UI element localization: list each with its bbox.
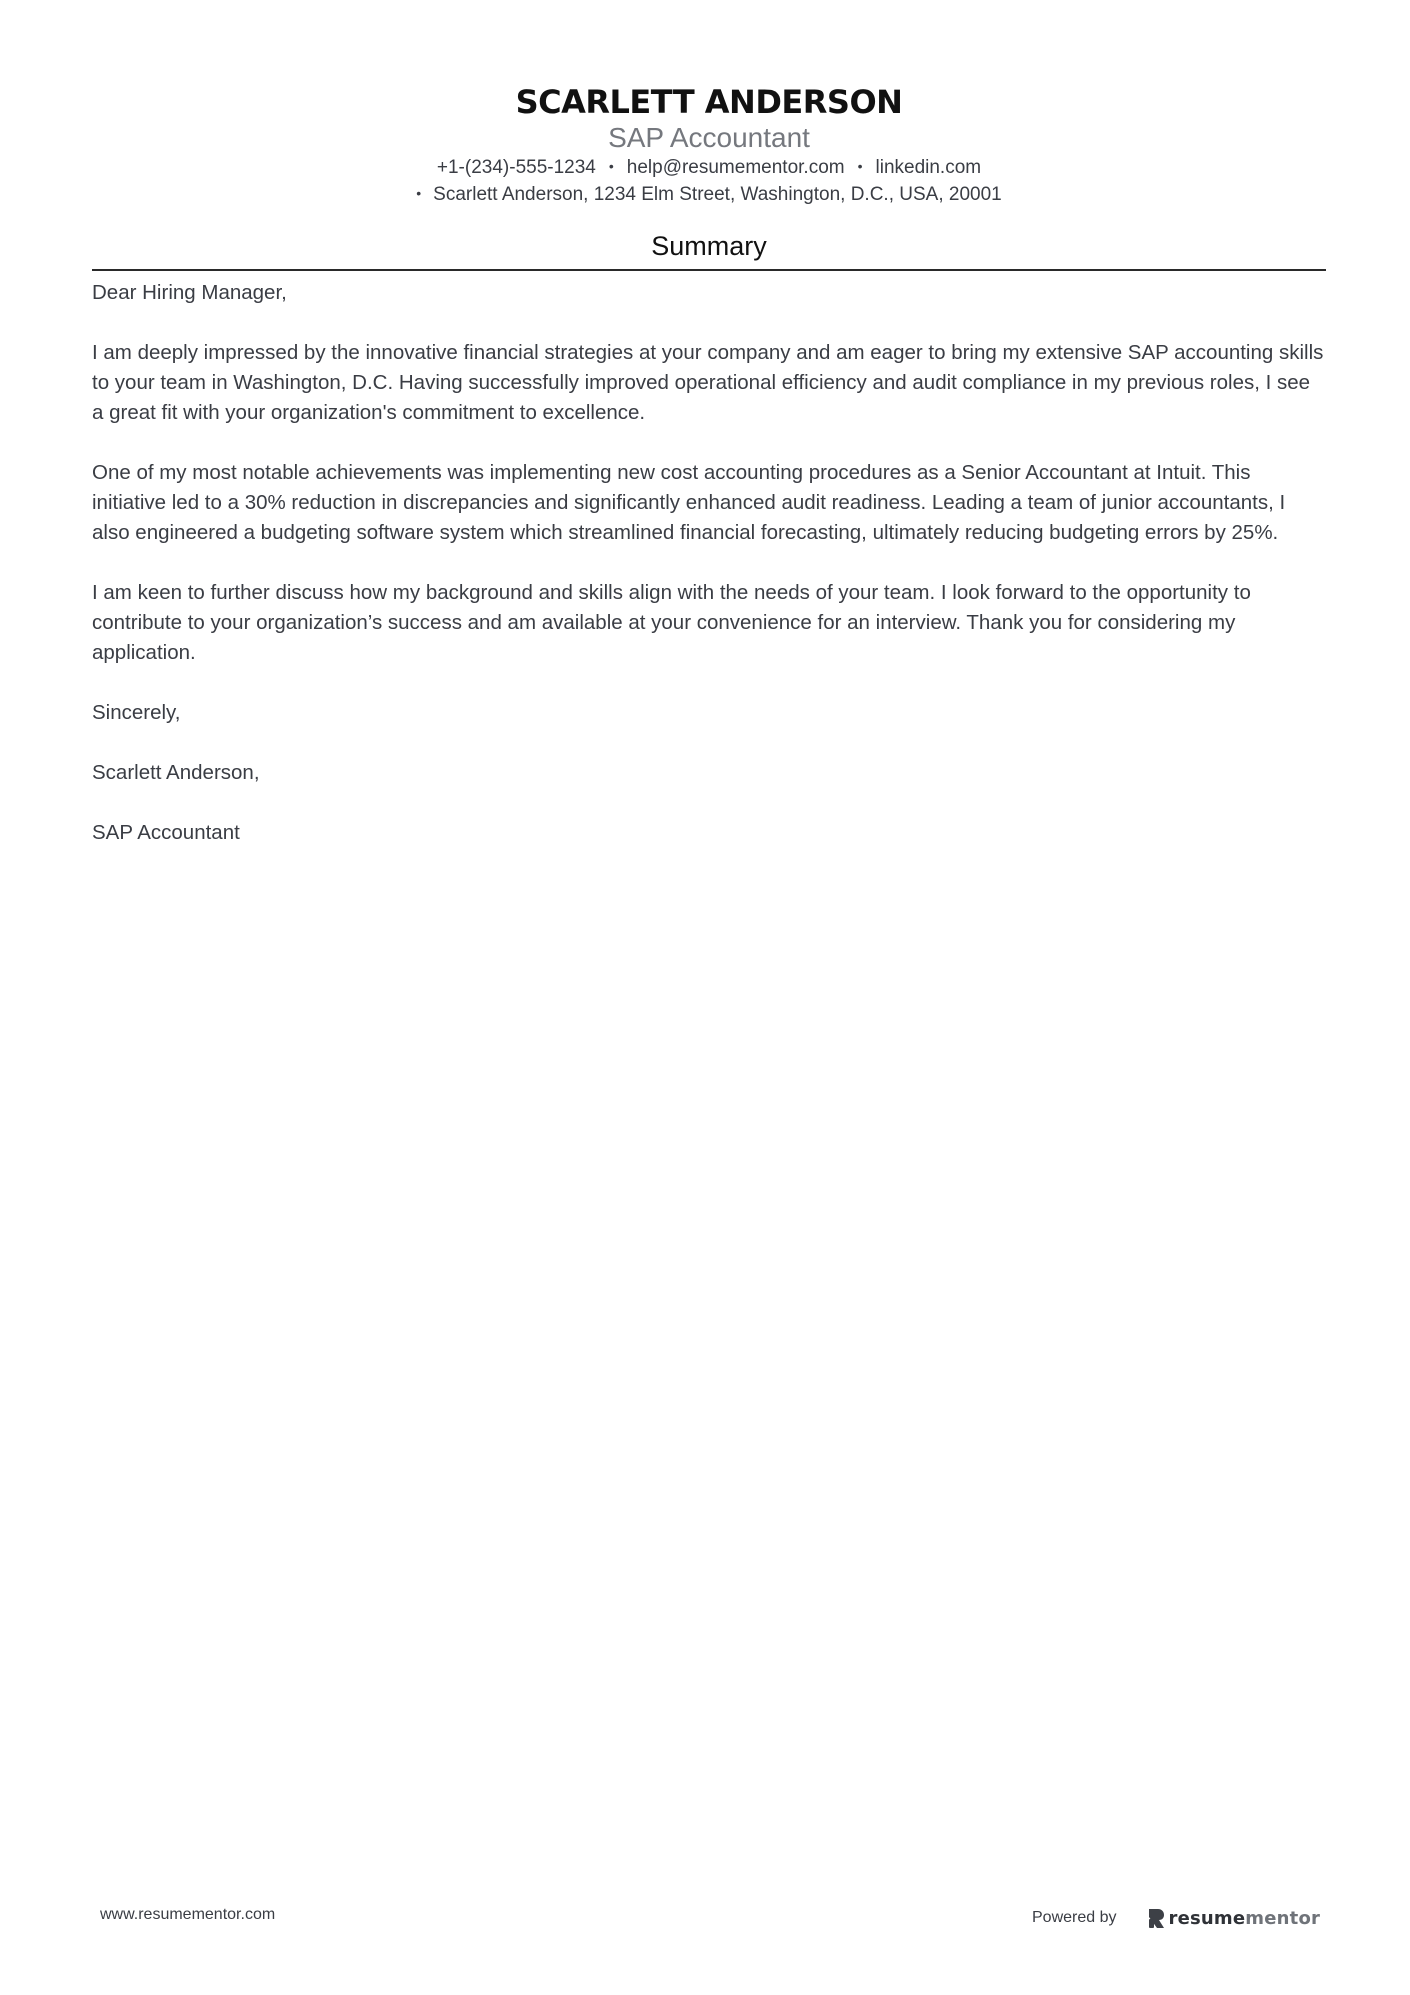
footer-branding (1032, 1900, 1332, 1936)
candidate-name: SCARLETT ANDERSON (515, 83, 903, 121)
letter-paragraph: One of my most notable achievements was implementing new cost accounting procedures as a Senior Accountant at Intuit. This initiative led to a 30% reduction in discrepancies and significantly enhanced audit readiness. Leading a team of junior accountants, I also engineered a budgeting software system which streamlined financial forecasting, ultimately reducing budgeting errors by 25%. (92, 461, 1286, 544)
signature-name: Scarlett Anderson, (92, 761, 260, 784)
candidate-role: SAP Accountant (608, 122, 810, 153)
footer-website-link[interactable]: www.resumementor.com (100, 1906, 276, 1923)
linkedin-link[interactable]: linkedin.com (875, 157, 982, 178)
signature-title: SAP Accountant (92, 821, 240, 844)
resumementor-logo-icon (1147, 1907, 1165, 1929)
section-title-summary: Summary (651, 231, 767, 261)
closing: Sincerely, (92, 701, 181, 724)
salutation: Dear Hiring Manager, (92, 281, 287, 304)
separator-bullet: • (608, 158, 614, 174)
separator-bullet: • (416, 185, 422, 201)
letter-paragraph: I am deeply impressed by the innovative financial strategies at your company and am eager to bring my extensive SAP accounting skills to your team in Washington, D.C. Having successfully improved operational efficiency and audit compliance in my previous roles, I see a great fit with your organization's commitment to excellence. (92, 341, 1324, 424)
cover-letter-body (92, 278, 1326, 878)
address: Scarlett Anderson, 1234 Elm Street, Washington, D.C., USA, 20001 (433, 184, 1002, 205)
email-link[interactable]: help@resumementor.com (626, 157, 845, 178)
contact-line-address (92, 182, 1326, 208)
separator-bullet: • (857, 158, 863, 174)
phone: +1-(234)-555-1234 (436, 157, 596, 178)
contact-line-primary (92, 155, 1326, 181)
section-divider (92, 269, 1326, 271)
letter-paragraph: I am keen to further discuss how my background and skills align with the needs of your team. I look forward to the opportunity to contribute to your organization’s success and am available at your convenience for an interview. Thank you for considering my application. (92, 581, 1251, 664)
powered-by-label: Powered by (1032, 1909, 1117, 1926)
resumementor-logo-text[interactable]: resumementor (1168, 1907, 1321, 1929)
